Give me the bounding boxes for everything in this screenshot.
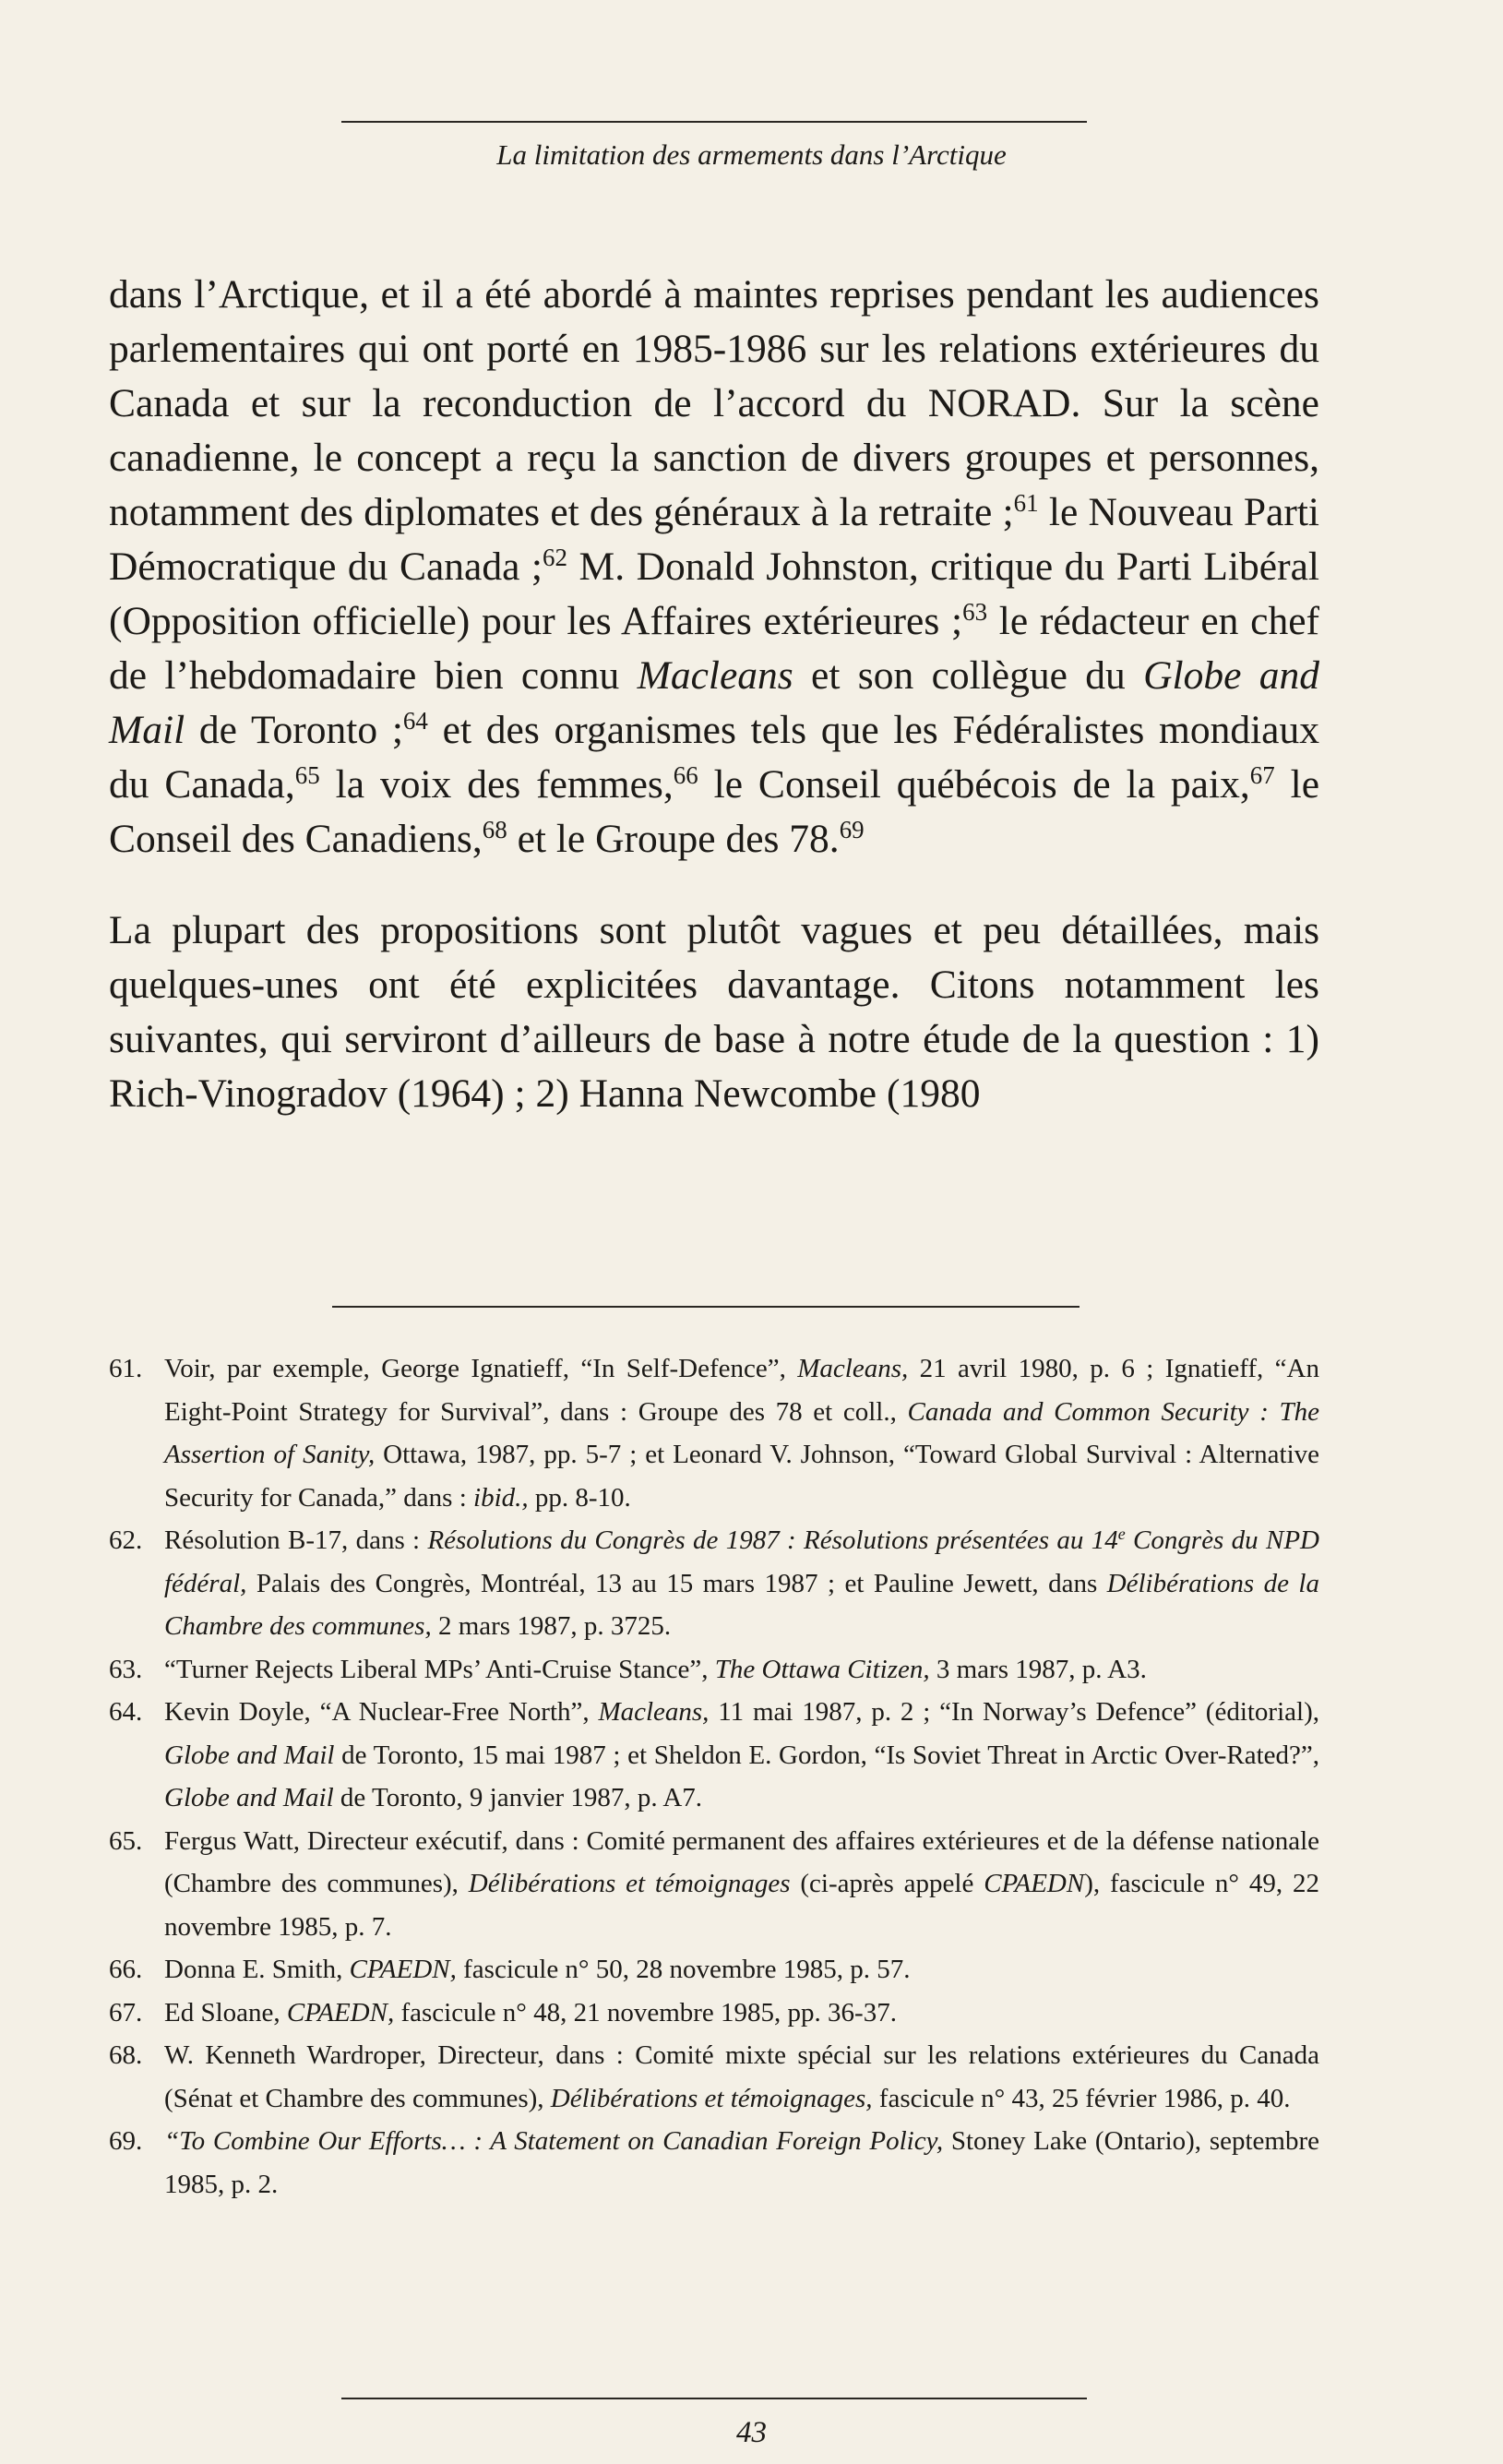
footnote-ref: 65 bbox=[294, 761, 320, 790]
footnote-text bbox=[164, 1691, 1319, 1820]
text-span: et des organismes tels que les Fédéralistes mondiaux du Canada, bbox=[109, 708, 1319, 807]
publication-title: CPAEDN, bbox=[349, 1955, 457, 1984]
text-span: et le Groupe des 78. bbox=[507, 817, 840, 861]
text-span: Stoney Lake (Ontario), septembre 1985, p. 2. bbox=[164, 2126, 1319, 2199]
publication-title: CPAEDN bbox=[984, 1869, 1085, 1898]
footnote-ref: 63 bbox=[962, 598, 988, 627]
text-span: Résolution B-17, dans : bbox=[164, 1525, 428, 1555]
text-span: 2 mars 1987, p. 3725. bbox=[431, 1611, 672, 1641]
footnote-number: 67. bbox=[109, 1997, 143, 2027]
text-span: fascicule n° 48, 21 novembre 1985, pp. 36-37. bbox=[394, 1997, 897, 2027]
footnote-text bbox=[164, 1519, 1319, 1648]
running-head: La limitation des armements dans l’Arctique bbox=[496, 138, 1007, 171]
publication-title: Globe and Mail bbox=[164, 1783, 334, 1812]
text-span: dans l’Arctique, et il a été abordé à maintes reprises pendant les audiences parlementaires qui ont porté en 1985-1986 sur les relations extérieures du Canada et sur la reconduction de l’accord du NORAD. Sur la scène canadienne, le concept a reçu la sanction de divers groupes et personnes, notamment des diplomates et des généraux à la retraite ; bbox=[109, 272, 1319, 534]
text-span: pp. 8-10. bbox=[528, 1482, 631, 1513]
publication-title: Congrès du NPD fédéral, bbox=[164, 1525, 1319, 1598]
paragraph-2: La plupart des propositions sont plutôt vagues et peu détaillées, mais quelques-unes ont été explicitées davantage. Citons notamment les suivantes, qui serviront d’ailleurs de base à notre étude de la question : 1) Rich-Vinogradov (1964) ; 2) Hanna Newcombe (1980 bbox=[109, 908, 1319, 1116]
footnote-ref: 68 bbox=[482, 816, 507, 844]
publication-title: ibid., bbox=[473, 1482, 529, 1513]
text-span: Fergus Watt, Directeur exécutif, dans : Comité permanent des affaires extérieures et de la défense nationale (Chambre des communes), bbox=[164, 1825, 1319, 1898]
text-span: fascicule n° 43, 25 février 1986, p. 40. bbox=[872, 2083, 1291, 2113]
text-span: de Toronto, 15 mai 1987 ; et Sheldon E. Gordon, “Is Soviet Threat in Arctic Over-Rated?”, bbox=[334, 1740, 1319, 1770]
footnote-text bbox=[164, 1992, 1319, 2035]
publication-title: Délibérations et témoignages, bbox=[550, 2083, 873, 2113]
text-span: M. Donald Johnston, critique du Parti Libéral (Opposition officielle) pour les Affaires extérieures ; bbox=[109, 544, 1319, 643]
footnote-number: 63. bbox=[109, 1654, 143, 1684]
publication-title: Globe and Mail bbox=[164, 1740, 335, 1770]
footnote-text bbox=[164, 1347, 1319, 1519]
publication-title: The Ottawa Citizen, bbox=[714, 1654, 930, 1684]
publication-title: Délibérations et témoignages bbox=[468, 1869, 791, 1898]
footnote-number: 61. bbox=[109, 1354, 143, 1383]
text-span: Kevin Doyle, “A Nuclear-Free North”, bbox=[164, 1697, 599, 1727]
footer-rule bbox=[341, 2398, 1087, 2399]
text-span: 3 mars 1987, p. A3. bbox=[929, 1654, 1147, 1684]
text-span: “Turner Rejects Liberal MPs’ Anti-Cruise Stance”, bbox=[164, 1654, 715, 1684]
text-span: la voix des femmes, bbox=[319, 762, 674, 807]
text-span: le Nouveau Parti Démocratique du Canada ; bbox=[109, 490, 1319, 589]
text-span: Palais des Congrès, Montréal, 13 au 15 mars 1987 ; et Pauline Jewett, dans bbox=[246, 1568, 1107, 1598]
main-text bbox=[109, 268, 1319, 1121]
footnote-67 bbox=[109, 1992, 1319, 2035]
footnote-number: 69. bbox=[109, 2126, 143, 2156]
footnote-number: 68. bbox=[109, 2040, 143, 2070]
footnote-ref: 67 bbox=[1249, 761, 1275, 790]
publication-title: CPAEDN, bbox=[286, 1997, 395, 2027]
text-span: ), fascicule n° 49, 22 novembre 1985, p. 7. bbox=[164, 1869, 1319, 1942]
footnote-68 bbox=[109, 2034, 1319, 2120]
page-number: 43 bbox=[736, 2416, 767, 2449]
footnotes bbox=[109, 1347, 1319, 2206]
footnote-ref: 62 bbox=[543, 544, 567, 572]
text-span: 11 mai 1987, p. 2 ; “In Norway’s Defence” (éditorial), bbox=[709, 1697, 1319, 1727]
publication-title: Macleans, bbox=[598, 1697, 710, 1727]
publication-title: Résolutions du Congrès de 1987 : Résolutions présentées au 14 bbox=[427, 1525, 1118, 1555]
text-span: le Conseil québécois de la paix, bbox=[698, 762, 1250, 807]
ordinal-superscript: e bbox=[1117, 1525, 1126, 1544]
text-span: le Conseil des Canadiens, bbox=[109, 762, 1320, 861]
text-span: de Toronto, 9 janvier 1987, p. A7. bbox=[333, 1783, 703, 1812]
footnote-number: 65. bbox=[109, 1825, 143, 1856]
text-span: Ed Sloane, bbox=[164, 1997, 287, 2027]
footnote-64 bbox=[109, 1691, 1319, 1820]
text-span: 21 avril 1980, p. 6 ; Ignatieff, “An Eight-Point Strategy for Survival”, dans : Groupe des 78 et coll., bbox=[164, 1354, 1319, 1427]
text-span: (ci-après appelé bbox=[790, 1869, 984, 1898]
footnote-text bbox=[164, 2034, 1319, 2120]
text-span: le rédacteur en chef de l’hebdomadaire bien connu bbox=[109, 599, 1319, 698]
text-span: de Toronto ; bbox=[185, 708, 403, 752]
footnote-ref: 64 bbox=[402, 707, 428, 736]
footnote-text bbox=[164, 1948, 1319, 1992]
footnote-65 bbox=[109, 1820, 1319, 1949]
publication-title: Canada and Common Security : The Assertion of Sanity, bbox=[164, 1396, 1319, 1469]
footnote-ref: 66 bbox=[673, 761, 698, 790]
footnote-text bbox=[164, 1820, 1319, 1949]
footnote-separator bbox=[332, 1306, 1080, 1308]
publication-title: Macleans bbox=[637, 653, 793, 698]
footnote-69 bbox=[109, 2120, 1319, 2206]
footnote-ref: 69 bbox=[839, 816, 865, 844]
header-rule bbox=[341, 121, 1087, 123]
text-span: Donna E. Smith, bbox=[164, 1955, 350, 1984]
footnote-62 bbox=[109, 1519, 1319, 1648]
publication-title: Globe and Mail bbox=[109, 653, 1320, 752]
footnote-text bbox=[164, 1648, 1319, 1692]
text-span: fascicule n° 50, 28 novembre 1985, p. 57. bbox=[456, 1955, 911, 1984]
text-span: Ottawa, 1987, pp. 5-7 ; et Leonard V. Johnson, “Toward Global Survival : Alternative Security for Canada,” dans : bbox=[164, 1440, 1319, 1513]
publication-title: Macleans, bbox=[797, 1354, 909, 1383]
text-span: et son collègue du bbox=[793, 653, 1144, 698]
footnote-text bbox=[164, 2120, 1319, 2206]
footnote-number: 66. bbox=[109, 1955, 143, 1984]
publication-title: “To Combine Our Efforts… : A Statement on Canadian Foreign Policy, bbox=[164, 2126, 944, 2156]
publication-title: Délibérations de la Chambre des communes, bbox=[164, 1568, 1319, 1641]
footnote-number: 64. bbox=[109, 1697, 143, 1727]
footnote-61 bbox=[109, 1347, 1319, 1519]
footnote-number: 62. bbox=[109, 1525, 143, 1555]
footnote-63 bbox=[109, 1648, 1319, 1692]
footnote-66 bbox=[109, 1948, 1319, 1992]
paragraph-1 bbox=[109, 268, 1319, 867]
text-span: Voir, par exemple, George Ignatieff, “In Self-Defence”, bbox=[164, 1354, 798, 1383]
text-span: W. Kenneth Wardroper, Directeur, dans : Comité mixte spécial sur les relations extérieures du Canada (Sénat et Chambre des communes), bbox=[164, 2040, 1319, 2113]
footnote-ref: 61 bbox=[1013, 489, 1039, 518]
